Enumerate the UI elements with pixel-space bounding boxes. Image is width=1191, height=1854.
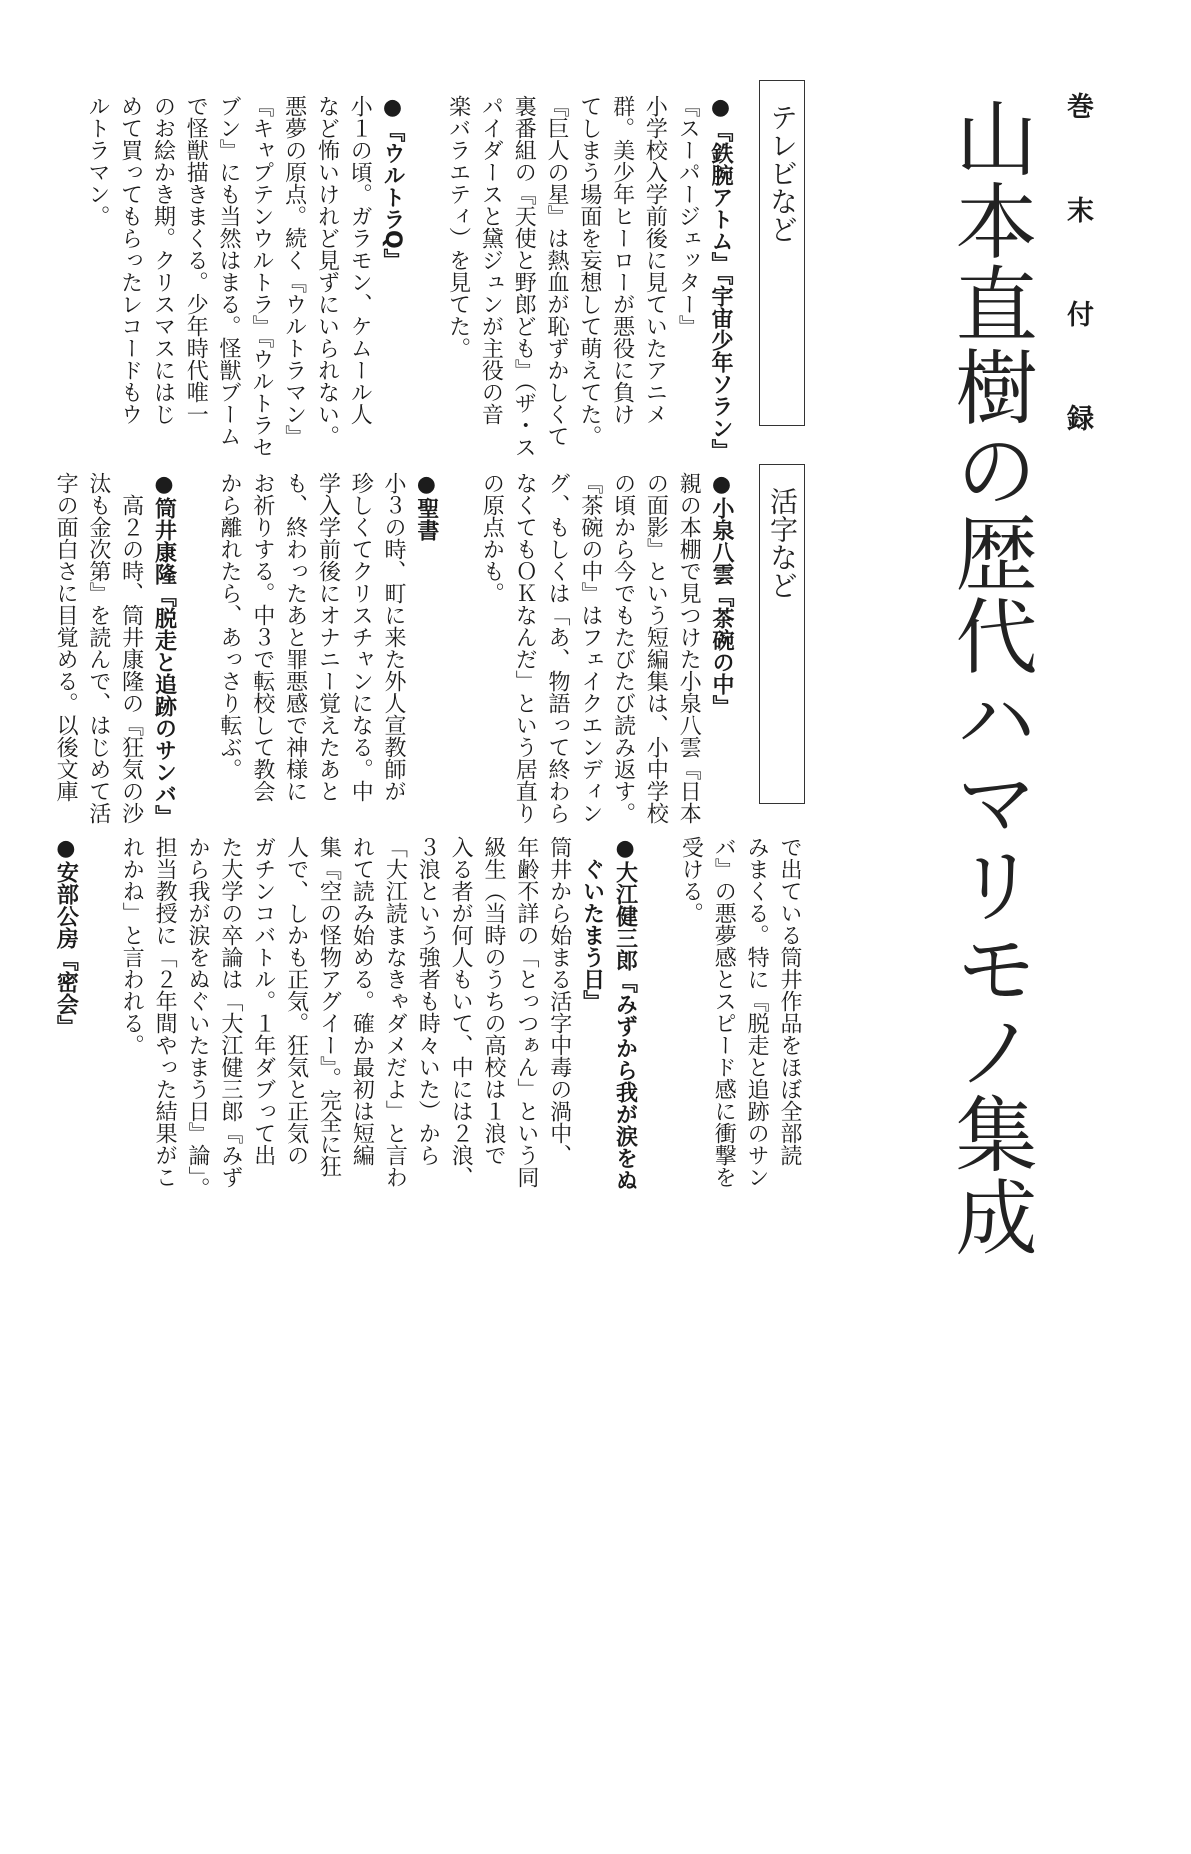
entry-heading: ●『鉄腕アトム』『宇宙少年ソラン』 [708,95,733,461]
body-text-line: お祈りする。中３で転校して教会 [249,472,275,802]
body-text-line: で怪獣描きまくる。少年時代唯一 [183,95,209,425]
entry-heading: ●小泉八雲『茶碗の中』 [709,472,734,717]
blank-line [408,95,441,427]
entry-heading: ●大江健三郎『みずから我が涙をぬ [612,836,638,1191]
page-title: 山本直樹の歴代ハマリモノ集成 [942,96,1037,1258]
blank-line [641,836,674,1168]
body-text-line: 『巨人の星』は熱血が恥ずかしくて [544,95,570,447]
body-text-line: 小３の時、町に来た外人宣教師が [381,472,407,802]
body-text-line: の面影』という短編集は、小中学校 [643,472,669,824]
body-text-line: 高２の時、筒井康隆の『狂気の沙 [118,494,144,824]
body-text-line: 「大江読まなきゃダメだよ」と言わ [382,836,408,1188]
text-band-3 [48,836,805,1199]
body-text-line: 親の本棚で見つけた小泉八雲『日本 [676,472,702,824]
body-text-line: なくてもＯＫなんだ」という居直り [512,472,538,824]
entry-heading: ●筒井康隆『脱走と追跡のサンバ』 [151,472,177,827]
body-text-line: パイダースと黛ジュンが主役の音 [478,95,504,425]
body-text-line: など怖いけれど見ずにいられない。 [314,95,340,447]
body-text-line: 字の面白さに目覚める。以後文庫 [53,472,79,802]
body-text-line: 人で、しかも正気。狂気と正気の [283,836,309,1166]
body-text-line: 級生（当時のうちの高校は１浪で [480,836,506,1166]
body-text-line: の頃から今でもたびたび読み返す。 [610,472,636,824]
body-text-line: みまくる。特に『脱走と追跡のサン [744,836,770,1188]
body-text-line: た大学の卒論は「大江健三郎『みず [217,836,243,1188]
body-text-line: 入る者が何人もいて、中には２浪、 [448,836,474,1188]
body-text-line: れて読み始める。確か最初は短編 [349,836,375,1166]
text-band-1 [80,95,736,461]
blank-line [81,836,114,1168]
body-text-line: で出ている筒井作品をほぼ全部読 [777,836,802,1166]
body-text-line: 年齢不詳の「とっつぁん」という同 [513,836,539,1188]
body-text-line: 『スーパージェッター』 [675,95,701,337]
body-text-line: ぐいたまう日』 [579,858,605,1012]
body-text-line: から離れたら、あっさり転ぶ。 [217,472,243,780]
body-text-line: 筒井から始まる活字中毒の渦中、 [546,836,572,1166]
body-text-line: から我が涙をぬぐいたまう日』論」。 [184,836,210,1199]
body-text-line: の原点かも。 [479,472,505,604]
body-text-line: 楽バラエティ）を見てた。 [445,95,471,359]
body-text-line: ガチンコバトル。１年ダブって出 [250,836,276,1166]
body-text-line: 『キャプテンウルトラ』『ウルトラセ [248,95,274,458]
entry-heading: ●安部公房『密会』 [53,836,79,1037]
section-label-books: 活字など [759,464,805,804]
body-text-line: 裏番組の『天使と野郎ども』（ザ・ス [511,95,537,458]
text-band-2 [48,472,737,827]
body-text-line: 学入学前後にオナニー覚えたあと [315,472,341,802]
body-text-line: グ、もしくは「あ、物語って終わら [545,472,571,824]
body-text-line: ルトラマン。 [84,95,110,227]
body-text-line: も、終わったあと罪悪感で神様に [282,472,308,802]
body-text-line: 担当教授に「２年間やった結果がこ [152,836,178,1188]
body-text-line: のお絵かき期。クリスマスにはじ [150,95,176,425]
body-text-line: 悪夢の原点。続く『ウルトラマン』 [281,95,307,447]
blank-line [442,472,475,804]
entry-heading: ●『ウルトラQ』 [380,95,406,271]
body-text-line: 受ける。 [678,836,704,924]
body-text-line: バ』の悪夢感とスピード感に衝撃を [711,836,737,1188]
body-text-line: 群。美少年ヒーローが悪役に負け [609,95,635,425]
body-text-line: 『茶碗の中』はフェイクエンディン [577,472,603,824]
series-label: 巻末付録 [1062,92,1093,508]
body-text-line: 小１の頃。ガラモン、ケムール人 [347,95,373,425]
section-label-tv: テレビなど [759,80,805,426]
body-text-line: ブン』にも当然はまる。怪獣ブーム [216,95,242,447]
body-text-line: ３浪という強者も時々いた）から [415,836,441,1166]
blank-line [179,472,212,804]
body-text-line: めて買ってもらったレコードもウ [117,95,143,425]
body-text-line: てしまう場面を妄想して萌えてた。 [576,95,602,447]
entry-heading: ●聖書 [413,472,439,541]
body-text-line: 珍しくてクリスチャンになる。中 [348,472,374,802]
body-text-line: 汰も金次第』を読んで、はじめて活 [85,472,111,824]
body-text-line: れかね」と言われる。 [119,836,145,1056]
body-text-line: 小学校入学前後に見ていたアニメ [642,95,668,425]
body-text-line: 集『空の怪物アグイー』。完全に狂 [316,836,342,1177]
